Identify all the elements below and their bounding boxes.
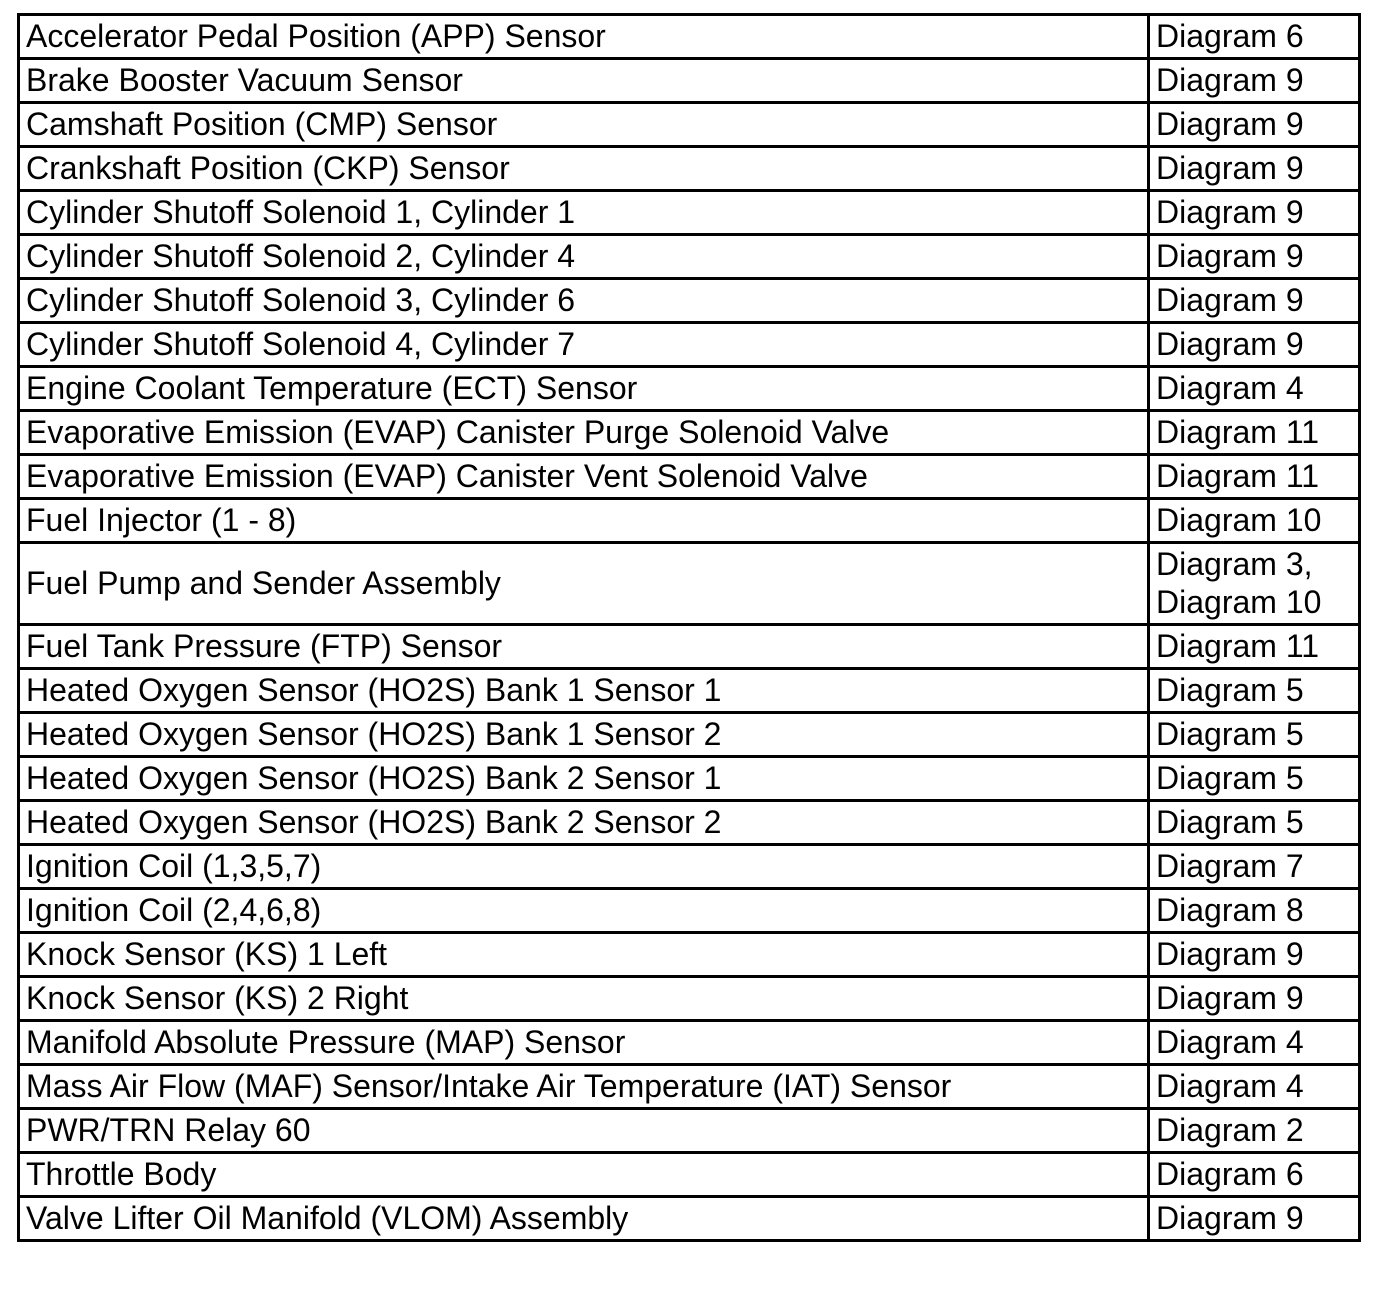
diagram-reference: Diagram 5 <box>1156 672 1304 708</box>
component-name-cell: Mass Air Flow (MAF) Sensor/Intake Air Temperature (IAT) Sensor <box>19 1065 1149 1109</box>
diagram-reference-cell <box>1149 367 1360 411</box>
diagram-reference-cell <box>1149 1197 1360 1241</box>
table-row <box>19 669 1360 713</box>
diagram-reference-cell <box>1149 1109 1360 1153</box>
diagram-reference: Diagram 3, <box>1156 546 1313 582</box>
diagram-reference-cell <box>1149 455 1360 499</box>
table-row <box>19 933 1360 977</box>
diagram-reference: Diagram 6 <box>1156 1156 1304 1192</box>
diagram-reference-cell <box>1149 147 1360 191</box>
table-row <box>19 411 1360 455</box>
table-body <box>19 15 1360 1241</box>
diagram-reference-cell <box>1149 15 1360 59</box>
diagram-reference: Diagram 9 <box>1156 194 1304 230</box>
component-name-cell: Fuel Injector (1 - 8) <box>19 499 1149 543</box>
diagram-reference-cell <box>1149 625 1360 669</box>
diagram-reference: Diagram 7 <box>1156 848 1304 884</box>
diagram-reference: Diagram 11 <box>1156 458 1320 494</box>
table-row <box>19 59 1360 103</box>
component-name-cell: Ignition Coil (1,3,5,7) <box>19 845 1149 889</box>
component-name-cell: Knock Sensor (KS) 2 Right <box>19 977 1149 1021</box>
diagram-reference: Diagram 4 <box>1156 1024 1304 1060</box>
component-diagram-table <box>17 13 1361 1242</box>
table-row <box>19 191 1360 235</box>
component-name-cell: Fuel Pump and Sender Assembly <box>19 543 1149 625</box>
diagram-reference-cell <box>1149 235 1360 279</box>
diagram-reference: Diagram 4 <box>1156 370 1304 406</box>
diagram-reference: Diagram 9 <box>1156 62 1304 98</box>
table-row <box>19 1197 1360 1241</box>
diagram-reference: Diagram 6 <box>1156 18 1304 54</box>
diagram-reference-cell <box>1149 801 1360 845</box>
component-name-cell: Evaporative Emission (EVAP) Canister Purge Solenoid Valve <box>19 411 1149 455</box>
component-name-cell: Crankshaft Position (CKP) Sensor <box>19 147 1149 191</box>
diagram-reference-cell <box>1149 889 1360 933</box>
component-name-cell: Heated Oxygen Sensor (HO2S) Bank 1 Sensor 2 <box>19 713 1149 757</box>
component-name-cell: PWR/TRN Relay 60 <box>19 1109 1149 1153</box>
diagram-reference-cell <box>1149 1021 1360 1065</box>
diagram-reference: Diagram 5 <box>1156 804 1304 840</box>
diagram-reference-cell <box>1149 713 1360 757</box>
table-row <box>19 543 1360 625</box>
diagram-reference-cell <box>1149 499 1360 543</box>
diagram-reference: Diagram 9 <box>1156 106 1304 142</box>
table-row <box>19 15 1360 59</box>
diagram-reference-cell <box>1149 323 1360 367</box>
component-name-cell: Cylinder Shutoff Solenoid 1, Cylinder 1 <box>19 191 1149 235</box>
diagram-reference-cell <box>1149 191 1360 235</box>
diagram-reference: Diagram 5 <box>1156 716 1304 752</box>
table-row <box>19 147 1360 191</box>
table-row <box>19 455 1360 499</box>
diagram-reference: Diagram 11 <box>1156 414 1320 450</box>
diagram-reference-cell <box>1149 977 1360 1021</box>
component-name-cell: Brake Booster Vacuum Sensor <box>19 59 1149 103</box>
component-name-cell: Valve Lifter Oil Manifold (VLOM) Assembly <box>19 1197 1149 1241</box>
table-row <box>19 889 1360 933</box>
component-name-cell: Manifold Absolute Pressure (MAP) Sensor <box>19 1021 1149 1065</box>
table-row <box>19 103 1360 147</box>
component-name-cell: Heated Oxygen Sensor (HO2S) Bank 2 Sensor 2 <box>19 801 1149 845</box>
diagram-reference: Diagram 9 <box>1156 150 1304 186</box>
diagram-reference: Diagram 9 <box>1156 980 1304 1016</box>
diagram-reference: Diagram 2 <box>1156 1112 1304 1148</box>
table-row <box>19 499 1360 543</box>
table-row <box>19 1021 1360 1065</box>
component-name-cell: Fuel Tank Pressure (FTP) Sensor <box>19 625 1149 669</box>
component-name-cell: Cylinder Shutoff Solenoid 2, Cylinder 4 <box>19 235 1149 279</box>
diagram-reference-cell <box>1149 543 1360 625</box>
diagram-reference-cell <box>1149 1065 1360 1109</box>
table-row <box>19 977 1360 1021</box>
diagram-reference: Diagram 9 <box>1156 238 1304 274</box>
diagram-reference: Diagram 8 <box>1156 892 1304 928</box>
table-row <box>19 323 1360 367</box>
component-name-cell: Knock Sensor (KS) 1 Left <box>19 933 1149 977</box>
component-name-cell: Ignition Coil (2,4,6,8) <box>19 889 1149 933</box>
diagram-reference: Diagram 9 <box>1156 326 1304 362</box>
diagram-reference-cell <box>1149 669 1360 713</box>
component-name-cell: Heated Oxygen Sensor (HO2S) Bank 1 Sensor 1 <box>19 669 1149 713</box>
component-name-cell: Engine Coolant Temperature (ECT) Sensor <box>19 367 1149 411</box>
table-row <box>19 279 1360 323</box>
diagram-reference-cell <box>1149 411 1360 455</box>
component-name-cell: Throttle Body <box>19 1153 1149 1197</box>
table-row <box>19 713 1360 757</box>
diagram-reference-cell <box>1149 59 1360 103</box>
diagram-reference: Diagram 5 <box>1156 760 1304 796</box>
table-row <box>19 625 1360 669</box>
diagram-reference-cell <box>1149 845 1360 889</box>
component-name-cell: Cylinder Shutoff Solenoid 3, Cylinder 6 <box>19 279 1149 323</box>
component-name-cell: Evaporative Emission (EVAP) Canister Vent Solenoid Valve <box>19 455 1149 499</box>
diagram-reference: Diagram 10 <box>1156 502 1322 538</box>
component-name-cell: Heated Oxygen Sensor (HO2S) Bank 2 Sensor 1 <box>19 757 1149 801</box>
component-name-cell: Accelerator Pedal Position (APP) Sensor <box>19 15 1149 59</box>
diagram-reference: Diagram 4 <box>1156 1068 1304 1104</box>
table-row <box>19 1065 1360 1109</box>
table-row <box>19 235 1360 279</box>
diagram-reference: Diagram 9 <box>1156 936 1304 972</box>
table-row <box>19 757 1360 801</box>
table-row <box>19 1153 1360 1197</box>
diagram-reference: Diagram 10 <box>1156 584 1322 620</box>
component-name-cell: Camshaft Position (CMP) Sensor <box>19 103 1149 147</box>
table-row <box>19 367 1360 411</box>
diagram-reference-cell <box>1149 1153 1360 1197</box>
table-row <box>19 1109 1360 1153</box>
diagram-reference: Diagram 9 <box>1156 282 1304 318</box>
diagram-reference-cell <box>1149 757 1360 801</box>
diagram-reference: Diagram 11 <box>1156 628 1320 664</box>
table-row <box>19 801 1360 845</box>
component-name-cell: Cylinder Shutoff Solenoid 4, Cylinder 7 <box>19 323 1149 367</box>
diagram-reference-cell <box>1149 279 1360 323</box>
diagram-reference-cell <box>1149 933 1360 977</box>
diagram-reference-cell <box>1149 103 1360 147</box>
diagram-reference: Diagram 9 <box>1156 1200 1304 1236</box>
table-row <box>19 845 1360 889</box>
